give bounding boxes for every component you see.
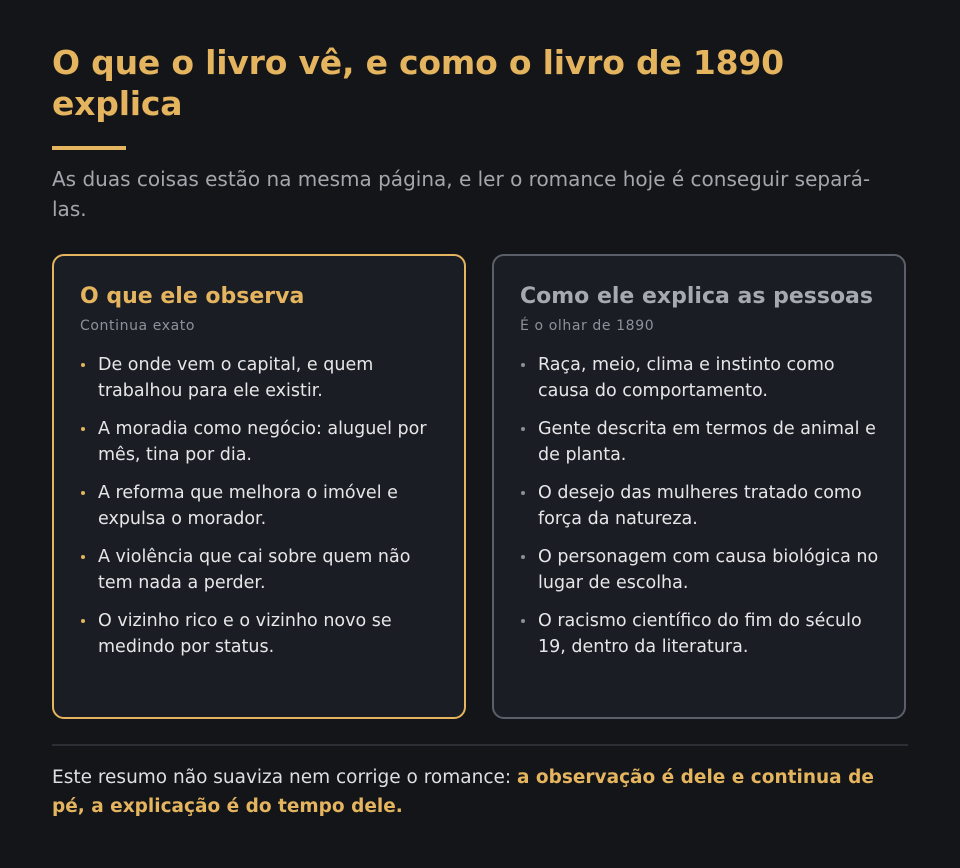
footer-emphasis: a observação é dele e continua de pé, a explicação é do tempo dele.: [52, 767, 874, 817]
list-item: [520, 544, 882, 596]
list-item: [520, 480, 882, 532]
bullet-dot-icon: [521, 427, 525, 431]
bullet-dot-icon: [81, 491, 85, 495]
list-item-text: A moradia como negócio: aluguel por mês, tina por dia.: [98, 419, 427, 465]
observation-list: [80, 352, 442, 660]
explanation-list: [520, 352, 882, 660]
page-title: O que o livro vê, e como o livro de 1890 explica: [52, 43, 784, 123]
title-underline: [52, 146, 126, 150]
bullet-dot-icon: [81, 619, 85, 623]
explanation-card-subtitle: É o olhar de 1890: [520, 318, 655, 334]
bullet-dot-icon: [521, 619, 525, 623]
page-subtitle: As duas coisas estão na mesma página, e ler o romance hoje é conseguir separá-las.: [52, 167, 871, 221]
explanation-card: [492, 254, 906, 719]
observation-card: [52, 254, 466, 719]
bullet-dot-icon: [81, 363, 85, 367]
bullet-dot-icon: [81, 427, 85, 431]
observation-card-subtitle: Continua exato: [80, 318, 196, 334]
list-item: [80, 608, 442, 660]
footer-lead: Este resumo não suaviza nem corrige o romance:: [52, 767, 517, 788]
bullet-dot-icon: [81, 555, 85, 559]
bullet-dot-icon: [521, 363, 525, 367]
list-item: [520, 608, 882, 660]
list-item-text: O racismo científico do fim do século 19, dentro da literatura.: [538, 611, 862, 657]
section-divider: [52, 744, 908, 746]
list-item-text: Raça, meio, clima e instinto como causa do comportamento.: [538, 355, 835, 401]
list-item-text: A reforma que melhora o imóvel e expulsa o morador.: [98, 483, 398, 529]
list-item: [520, 352, 882, 404]
list-item: [80, 544, 442, 596]
list-item-text: O personagem com causa biológica no lugar de escolha.: [538, 547, 879, 593]
observation-card-title: O que ele observa: [80, 284, 305, 309]
footer-summary: [52, 763, 908, 821]
list-item-text: O desejo das mulheres tratado como força da natureza.: [538, 483, 862, 529]
list-item: [80, 352, 442, 404]
bullet-dot-icon: [521, 555, 525, 559]
list-item-text: De onde vem o capital, e quem trabalhou para ele existir.: [98, 355, 374, 401]
explanation-card-title: Como ele explica as pessoas: [520, 284, 873, 309]
bullet-dot-icon: [521, 491, 525, 495]
list-item-text: O vizinho rico e o vizinho novo se medindo por status.: [98, 611, 392, 657]
list-item: [80, 480, 442, 532]
list-item: [520, 416, 882, 468]
list-item-text: A violência que cai sobre quem não tem nada a perder.: [98, 547, 411, 593]
list-item: [80, 416, 442, 468]
list-item-text: Gente descrita em termos de animal e de planta.: [538, 419, 876, 465]
